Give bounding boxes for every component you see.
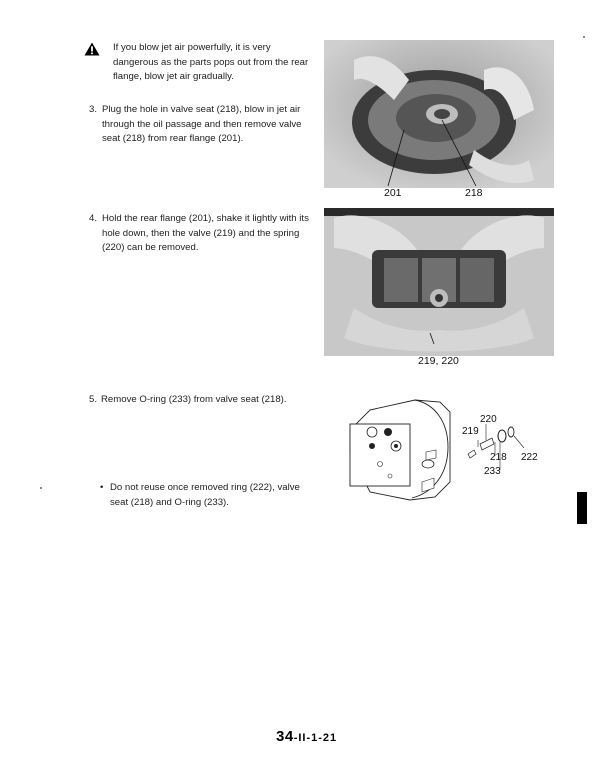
warning-text: If you blow jet air powerfully, it is very dangerous as the parts pops out from the rear flange, blow jet air gradually. (113, 42, 309, 82)
step-number: 4. (89, 213, 98, 224)
label-201: 201 (384, 187, 402, 199)
step-3 (89, 103, 309, 147)
label-218: 218 (490, 452, 507, 463)
page-number-main: 34 (276, 728, 294, 745)
reuse-note (100, 481, 310, 510)
section-thumb-tab (577, 492, 587, 524)
note-bullet: • (100, 482, 104, 493)
warning-triangle-icon (84, 42, 100, 56)
label-218: 218 (465, 187, 483, 199)
step-text: Plug the hole in valve seat (218), blow in jet air through the oil passage and then remove valve seat (218) from rear flange (201). (102, 104, 302, 144)
note-text: Do not reuse once removed ring (222), valve seat (218) and O-ring (233). (110, 482, 300, 508)
page-number (276, 728, 337, 745)
step-5 (89, 393, 319, 408)
label-233: 233 (484, 466, 501, 477)
step-number: 5. (89, 394, 98, 405)
step-text: Remove O-ring (233) from valve seat (218). (101, 394, 287, 405)
label-219-220: 219, 220 (418, 355, 459, 367)
label-219: 219 (462, 426, 479, 437)
rear-flange-photo (324, 40, 554, 188)
label-222: 222 (521, 452, 538, 463)
label-220: 220 (480, 414, 497, 425)
page-number-sub: -II-1-21 (293, 732, 338, 744)
step-text: Hold the rear flange (201), shake it lightly with its hole down, then the valve (219) and the spring (220) can be removed. (102, 213, 309, 253)
flange-hole-down-photo (324, 208, 554, 356)
scan-dot (40, 487, 42, 489)
step-4 (89, 212, 309, 256)
scan-dot (583, 36, 585, 38)
step-number: 3. (89, 104, 98, 115)
valve-exploded-diagram (340, 392, 555, 507)
